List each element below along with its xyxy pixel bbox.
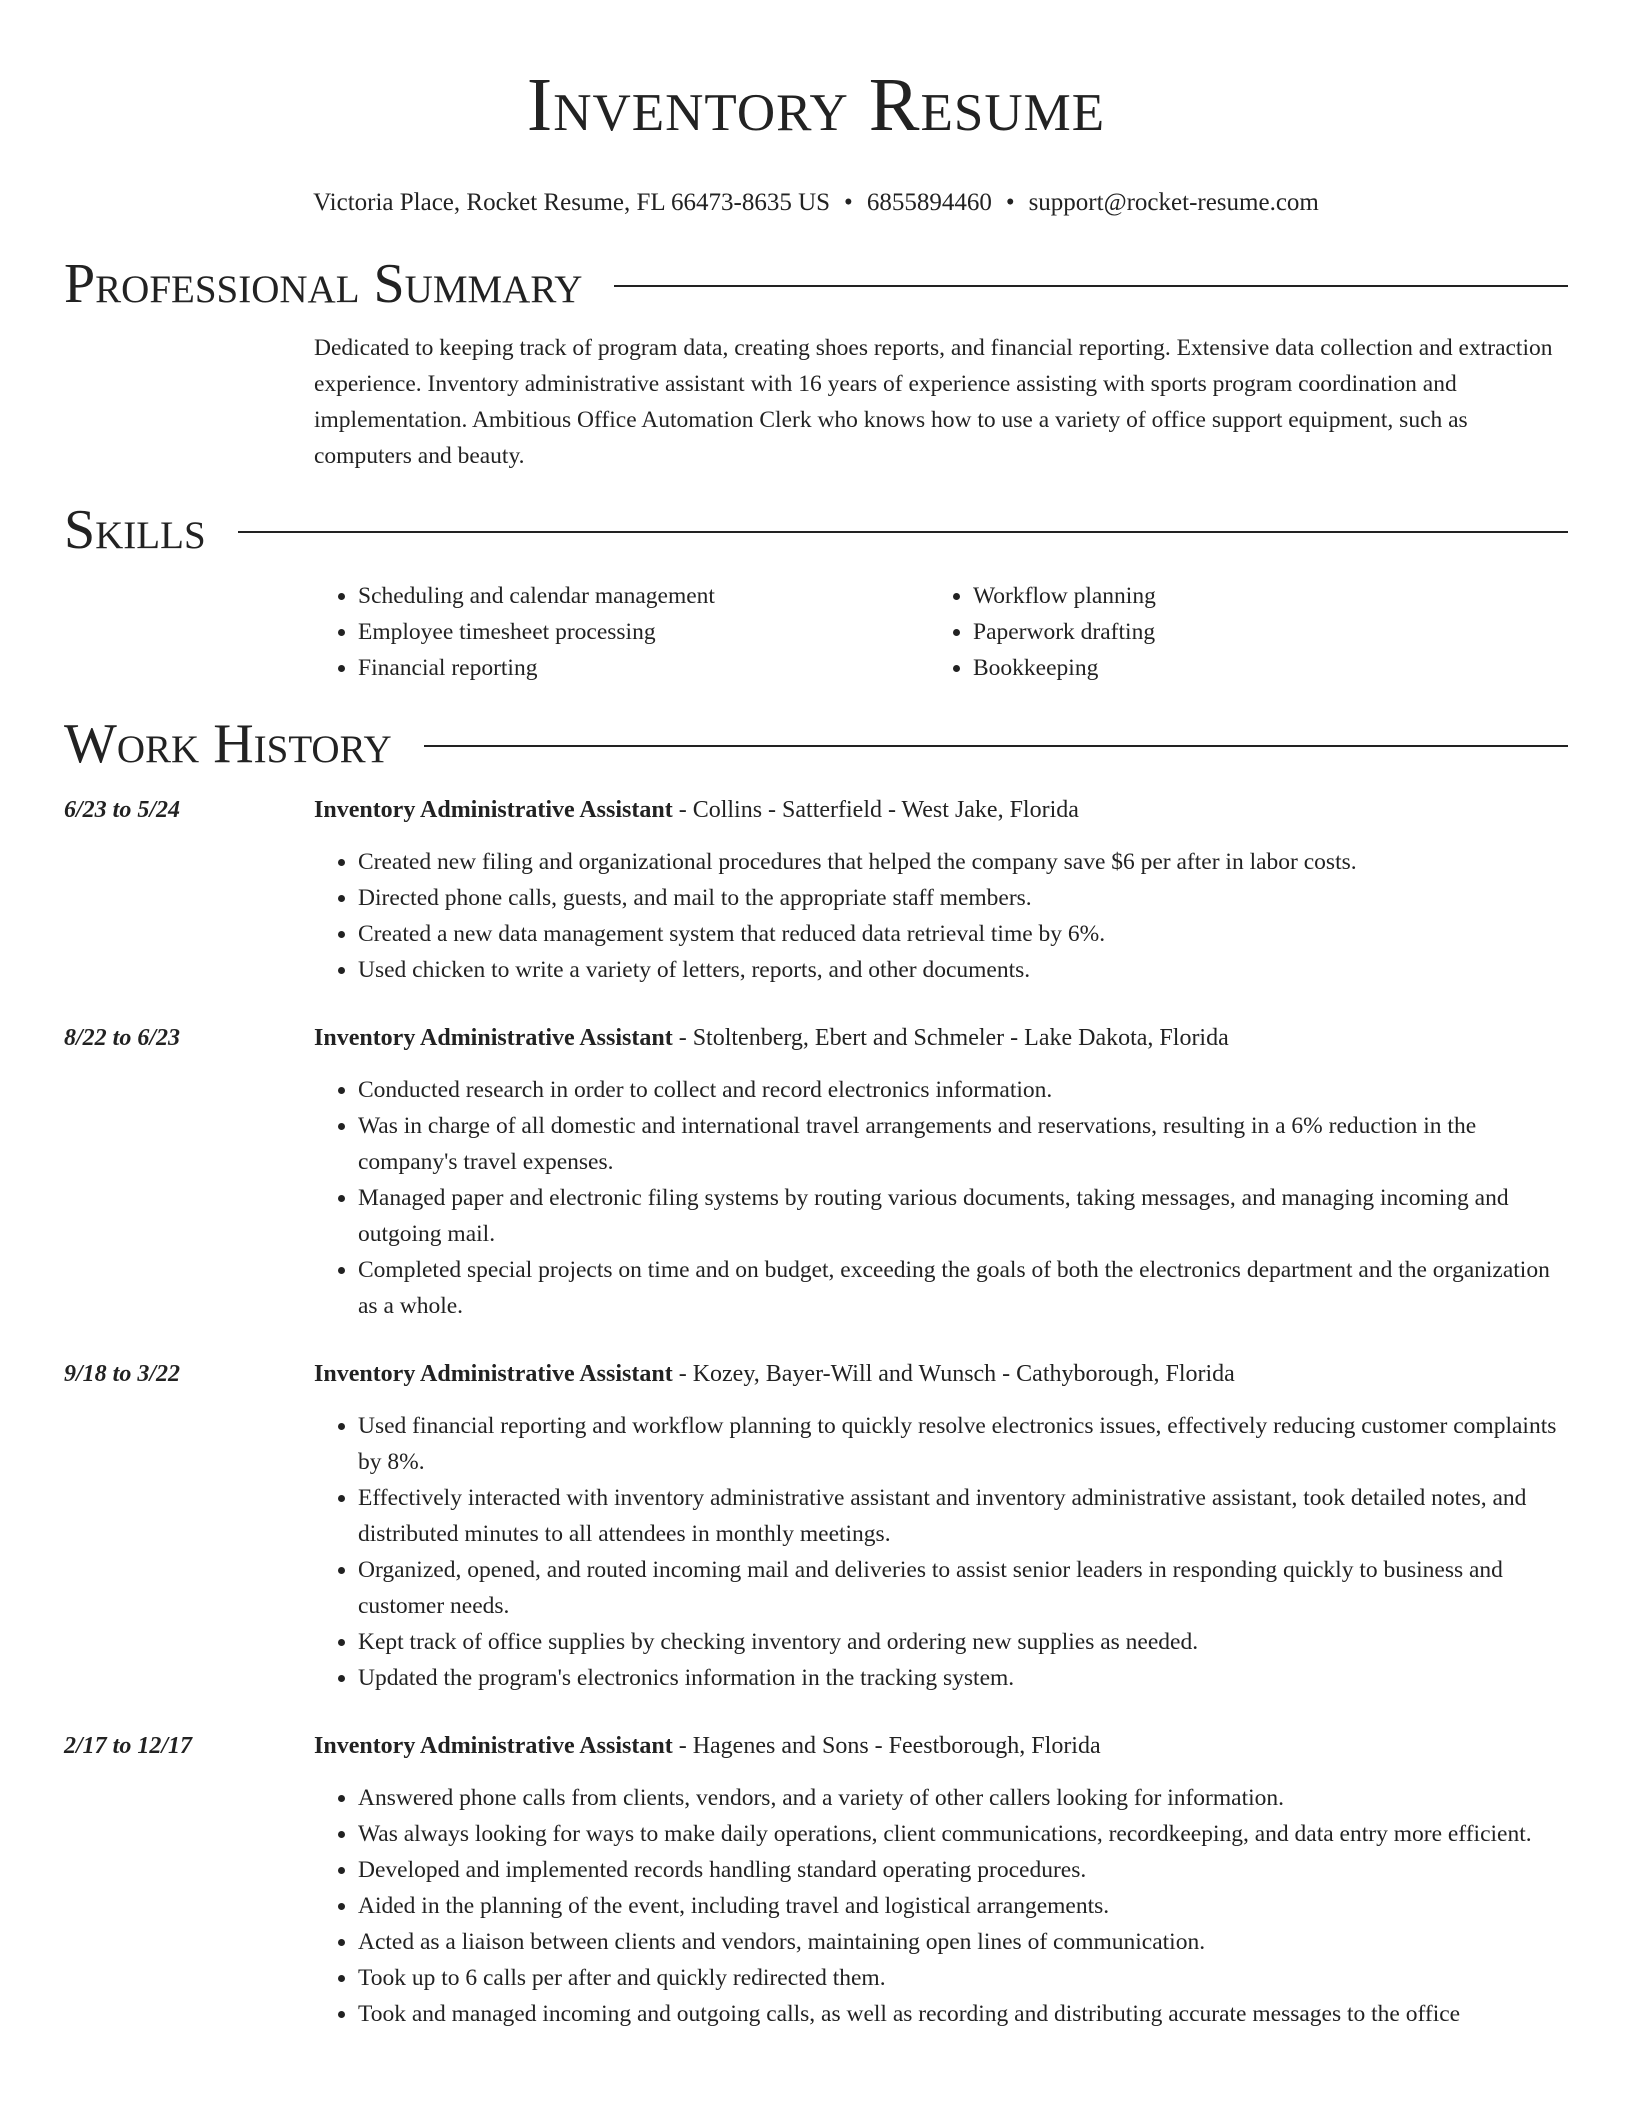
job-employer: Collins - Satterfield - West Jake, Florida (692, 797, 1079, 823)
section-divider (238, 531, 1568, 533)
skill-item: • Workflow planning (973, 578, 1544, 614)
summary-section (314, 330, 1568, 474)
job-bullet: • Took and managed incoming and outgoing calls, as well as recording and distributing accurate messages to the office (358, 1996, 1568, 2032)
skill-item: • Bookkeeping (973, 650, 1544, 686)
work-heading: Work History (64, 713, 392, 775)
job-dates: 9/18 to 3/22 (64, 1361, 181, 1387)
job-dates: 6/23 to 5/24 (64, 797, 181, 823)
job-bullet: • Effectively interacted with inventory administrative assistant and inventory administrative assistant, took detailed notes, and distributed minutes to all attendees in monthly meetings. (358, 1480, 1568, 1552)
work-history-list (64, 792, 1568, 2032)
job-bullet: • Kept track of office supplies by checking inventory and ordering new supplies as needed. (358, 1624, 1568, 1660)
job-bullet: • Created new filing and organizational procedures that helped the company save $6 per after in labor costs. (358, 844, 1568, 880)
job-title-dash: - (672, 1733, 693, 1759)
job-title-line (314, 792, 1568, 828)
job-bullet: • Aided in the planning of the event, including travel and logistical arrangements. (358, 1888, 1568, 1924)
job-title-line (314, 1020, 1568, 1056)
job-bullet: • Developed and implemented records handling standard operating procedures. (358, 1852, 1568, 1888)
job-title: Inventory Administrative Assistant (314, 1025, 673, 1051)
skills-column-left (314, 578, 929, 686)
job-title-line (314, 1356, 1568, 1392)
job-title: Inventory Administrative Assistant (314, 1361, 673, 1387)
skills-list-right (929, 578, 1544, 686)
job-entry (64, 792, 1568, 988)
job-entry (64, 1356, 1568, 1696)
job-bullet: • Conducted research in order to collect and record electronics information. (358, 1072, 1568, 1108)
job-entry (64, 1020, 1568, 1324)
skill-item: • Scheduling and calendar management (358, 578, 929, 614)
job-bullet-list (314, 1072, 1568, 1324)
job-bullet: • Organized, opened, and routed incoming mail and deliveries to assist senior leaders in responding quickly to business and customer needs. (358, 1552, 1568, 1624)
job-employer: Hagenes and Sons - Feestborough, Florida (692, 1733, 1101, 1759)
job-bullet: • Directed phone calls, guests, and mail to the appropriate staff members. (358, 880, 1568, 916)
summary-text: Dedicated to keeping track of program data, creating shoes reports, and financial reporting. Extensive data collection and extraction experience. Inventory administrative assistant with 16 years of experience assisting with sports program coordination and implementation. Ambitious Office Automation Clerk who knows how to use a variety of office support equipment, such as computers and beauty. (314, 335, 1553, 469)
job-body (314, 1728, 1568, 2032)
job-bullet: • Completed special projects on time and on budget, exceeding the goals of both the electronics department and the organization as a whole. (358, 1252, 1568, 1324)
job-bullet: • Managed paper and electronic filing systems by routing various documents, taking messages, and managing incoming and outgoing mail. (358, 1180, 1568, 1252)
skill-item: • Financial reporting (358, 650, 929, 686)
job-title: Inventory Administrative Assistant (314, 1733, 673, 1759)
job-bullet: • Created a new data management system that reduced data retrieval time by 6%. (358, 916, 1568, 952)
job-title-dash: - (672, 797, 693, 823)
contact-email: support@rocket-resume.com (1028, 189, 1319, 216)
job-dates: 2/17 to 12/17 (64, 1733, 193, 1759)
contact-address: Victoria Place, Rocket Resume, FL 66473-8635 US (313, 189, 831, 216)
summary-heading: Professional Summary (64, 253, 583, 315)
job-bullet-list (314, 844, 1568, 988)
job-bullet: • Updated the program's electronics information in the tracking system. (358, 1660, 1568, 1696)
job-title-dash: - (672, 1025, 693, 1051)
contact-phone: 6855894460 (866, 189, 992, 216)
work-section-header (64, 712, 1568, 776)
skills-column-right (929, 578, 1544, 686)
skills-heading: Skills (64, 499, 206, 561)
skills-list (314, 578, 1568, 686)
job-bullet: • Was in charge of all domestic and international travel arrangements and reservations, resulting in a 6% reduction in the company's travel expenses. (358, 1108, 1568, 1180)
resume-title: Inventory Resume (526, 63, 1106, 147)
summary-section-header (64, 252, 1568, 316)
job-bullet-list (314, 1408, 1568, 1696)
section-divider (614, 285, 1568, 287)
job-employer: Stoltenberg, Ebert and Schmeler - Lake Dakota, Florida (692, 1025, 1229, 1051)
skills-section-header (64, 498, 1568, 562)
job-body (314, 1356, 1568, 1696)
job-title-dash: - (672, 1361, 693, 1387)
skill-item: • Paperwork drafting (973, 614, 1544, 650)
job-bullet: • Took up to 6 calls per after and quickly redirected them. (358, 1960, 1568, 1996)
job-bullet: • Was always looking for ways to make daily operations, client communications, recordkeeping, and data entry more efficient. (358, 1816, 1568, 1852)
job-bullet: • Acted as a liaison between clients and vendors, maintaining open lines of communication. (358, 1924, 1568, 1960)
job-bullet: • Answered phone calls from clients, vendors, and a variety of other callers looking for information. (358, 1780, 1568, 1816)
job-dates: 8/22 to 6/23 (64, 1025, 181, 1051)
job-bullet: • Used chicken to write a variety of letters, reports, and other documents. (358, 952, 1568, 988)
skills-list-left (314, 578, 929, 686)
job-bullet-list (314, 1780, 1568, 2032)
job-employer: Kozey, Bayer-Will and Wunsch - Cathyborough, Florida (692, 1361, 1235, 1387)
job-body (314, 1020, 1568, 1324)
job-body (314, 792, 1568, 988)
job-entry (64, 1728, 1568, 2032)
resume-page (64, 0, 1568, 2032)
section-divider (424, 745, 1568, 747)
contact-separator: • (844, 189, 853, 216)
skill-item: • Employee timesheet processing (358, 614, 929, 650)
contact-line (64, 188, 1568, 218)
job-bullet: • Used financial reporting and workflow planning to quickly resolve electronics issues, effectively reducing customer complaints by 8%. (358, 1408, 1568, 1480)
job-title: Inventory Administrative Assistant (314, 797, 673, 823)
contact-separator: • (1005, 189, 1015, 216)
job-title-line (314, 1728, 1568, 1764)
